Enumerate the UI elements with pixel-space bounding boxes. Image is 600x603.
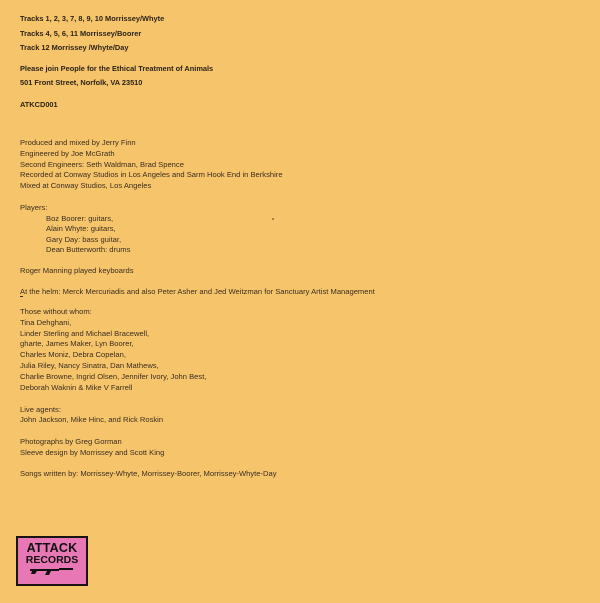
catalog-number: ATKCD001 [20,100,58,109]
agents-names: John Jackson, Mike Hinc, and Rick Roskin [20,415,164,424]
player-2: Alain Whyte: guitars, [46,224,116,233]
thanks-line-7: Deborah Waknin & Mike V Farrell [20,383,133,392]
photo-credit: Photographs by Greg Gorman [20,437,122,446]
dash-mark [20,296,23,297]
songwriters-credit: Songs written by: Morrissey-Whyte, Morrissey-Boorer, Morrissey-Whyte-Day [20,469,277,478]
players-heading: Players: [20,203,48,212]
thanks-line-6: Charlie Browne, Ingrid Olsen, Jennifer Ivory, John Best, [20,372,207,381]
peta-line-1: Please join People for the Ethical Treatment of Animals [20,64,214,73]
credit-line-1: Tracks 1, 2, 3, 7, 8, 9, 10 Morrissey/Whyte [20,14,165,23]
agents-heading: Live agents: [20,405,61,414]
keyboards-credit: Roger Manning played keyboards [20,266,134,275]
credit-line-2: Tracks 4, 5, 6, 11 Morrissey/Boorer [20,29,142,38]
attack-records-logo [16,536,88,586]
logo-line-1: ATTACK [26,541,78,555]
production-line-4: Recorded at Conway Studios in Los Angeles and Sarm Hook End in Berkshire [20,170,283,179]
rifle-icon [29,566,75,576]
production-line-3: Second Engineers: Seth Waldman, Brad Spence [20,160,184,169]
speck-mark [272,218,274,220]
logo-line-2: RECORDS [25,554,79,566]
design-credit: Sleeve design by Morrissey and Scott King [20,448,165,457]
player-3: Gary Day: bass guitar, [46,235,122,244]
thanks-line-5: Julia Riley, Nancy Sinatra, Dan Mathews, [20,361,159,370]
helm-credit: At the helm: Merck Mercuriadis and also Peter Asher and Jed Weitzman for Sanctuary Artist Management [20,287,375,296]
production-line-5: Mixed at Conway Studios, Los Angeles [20,181,152,190]
thanks-heading: Those without whom: [20,307,92,316]
thanks-line-2: Linder Sterling and Michael Bracewell, [20,329,150,338]
thanks-line-1: Tina Dehghani, [20,318,72,327]
player-1: Boz Boorer: guitars, [46,214,114,223]
production-line-2: Engineered by Joe McGrath [20,149,115,158]
credit-line-3: Track 12 Morrissey /Whyte/Day [20,43,129,52]
production-line-1: Produced and mixed by Jerry Finn [20,138,136,147]
thanks-line-3: gharte, James Maker, Lyn Boorer, [20,339,134,348]
peta-line-2: 501 Front Street, Norfolk, VA 23510 [20,78,143,87]
player-4: Dean Butterworth: drums [46,245,131,254]
thanks-line-4: Charles Moniz, Debra Copelan, [20,350,126,359]
